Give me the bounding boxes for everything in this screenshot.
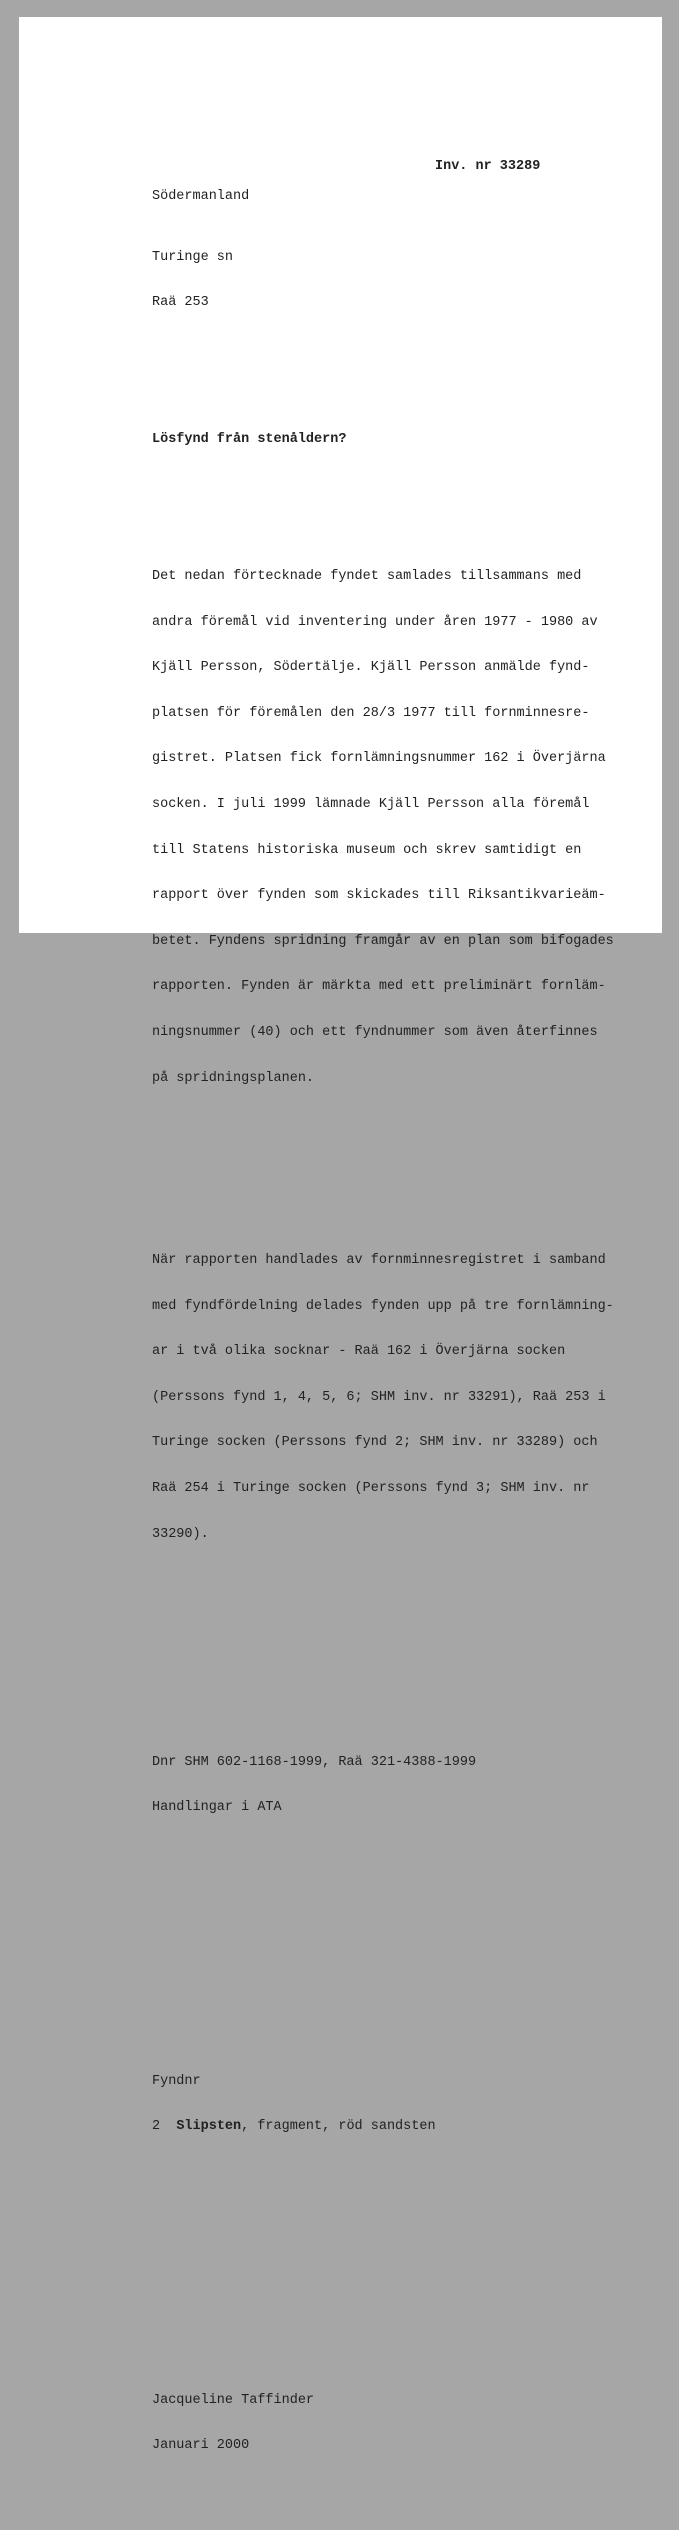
paragraph-1	[152, 539, 614, 1117]
paragraph-line: Turinge socken (Perssons fynd 2; SHM inv. nr 33289) och	[152, 1435, 598, 1451]
paragraph-2	[152, 1223, 614, 1573]
paragraph-line: Raä 254 i Turinge socken (Perssons fynd 3; SHM inv. nr	[152, 1480, 590, 1496]
document-header	[152, 159, 592, 341]
paragraph-line: platsen för föremålen den 28/3 1977 till fornminnesre-	[152, 705, 590, 721]
paragraph-line: gistret. Platsen fick fornlämningsnummer 162 i Överjärna	[152, 751, 606, 767]
reference-archive: Handlingar i ATA	[152, 1800, 282, 1816]
paragraph-line: 33290).	[152, 1526, 209, 1542]
paragraph-line: Det nedan förtecknade fyndet samlades tillsammans med	[152, 569, 582, 584]
find-item	[152, 2119, 592, 2134]
find-description: , fragment, röd sandsten	[241, 2119, 436, 2135]
paragraph-line: När rapporten handlades av fornminnesregistret i samband	[152, 1252, 606, 1268]
document-page	[19, 17, 662, 2454]
inventory-number: Inv. nr 33289	[435, 158, 541, 174]
find-name: Slipsten	[176, 2119, 242, 2135]
header-parish: Turinge sn	[152, 249, 234, 265]
finds-heading: Fyndnr	[152, 2073, 201, 2089]
reference-diary-numbers: Dnr SHM 602-1168-1999, Raä 321-4388-1999	[152, 1754, 477, 1770]
paragraph-line: på spridningsplanen.	[152, 1070, 315, 1086]
author-name: Jacqueline Taffinder	[152, 2392, 315, 2408]
header-site: Raä 253	[152, 295, 209, 311]
paragraph-line: rapporten. Fynden är märkta med ett preliminärt fornläm-	[152, 979, 606, 995]
paragraph-line: (Perssons fynd 1, 4, 5, 6; SHM inv. nr 33291), Raä 253 i	[152, 1389, 606, 1405]
signature-block	[152, 2362, 592, 2484]
paragraph-line: ningsnummer (40) och ett fyndnummer som även återfinnes	[152, 1024, 598, 1040]
document-title: Lösfynd från stenåldern?	[152, 432, 347, 448]
references	[152, 1724, 592, 1846]
header-province: Södermanland	[152, 189, 250, 205]
paragraph-line: med fyndfördelning delades fynden upp på tre fornlämning-	[152, 1298, 614, 1314]
document-body	[152, 113, 614, 2530]
document-date: Januari 2000	[152, 2438, 250, 2454]
paragraph-line: betet. Fyndens spridning framgår av en plan som bifogades	[152, 933, 614, 949]
paragraph-line: ar i två olika socknar - Raä 162 i Överjärna socken	[152, 1344, 566, 1360]
paragraph-line: socken. I juli 1999 lämnade Kjäll Persson alla föremål	[152, 796, 590, 812]
find-number: 2	[152, 2119, 161, 2135]
paragraph-line: rapport över fynden som skickades till Riksantikvarieäm-	[152, 888, 606, 904]
paragraph-line: till Statens historiska museum och skrev samtidigt en	[152, 842, 582, 858]
finds-list	[152, 2043, 592, 2165]
paragraph-line: andra föremål vid inventering under åren 1977 - 1980 av	[152, 614, 598, 630]
paragraph-line: Kjäll Persson, Södertälje. Kjäll Persson anmälde fynd-	[152, 660, 590, 676]
